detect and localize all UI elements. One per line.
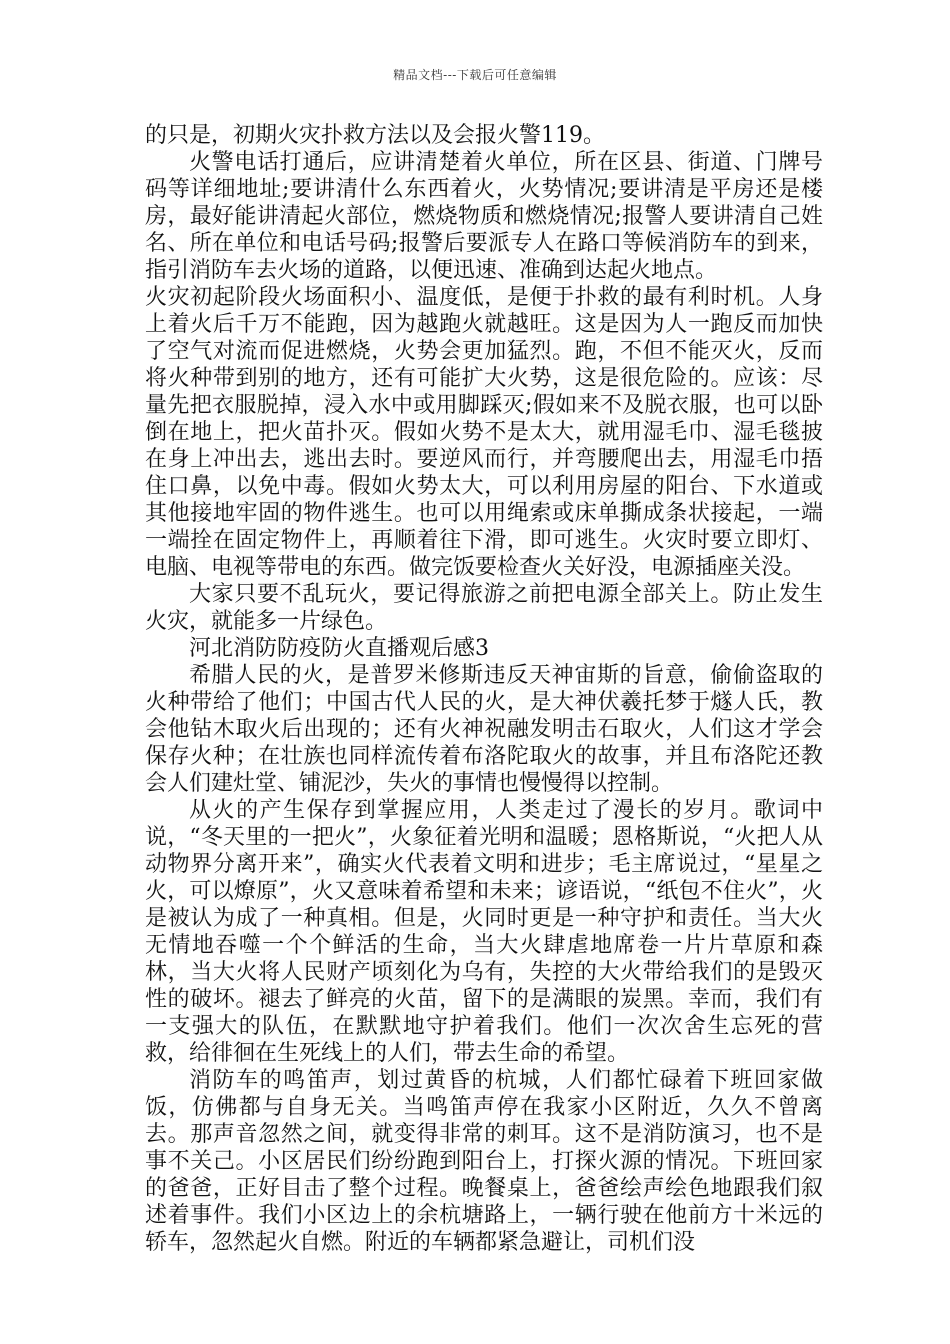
paragraph: 的只是，初期火灾扑救方法以及会报火警119。 xyxy=(145,123,605,148)
section-heading: 河北消防防疫防火直播观后感3 xyxy=(189,636,489,661)
document-body xyxy=(145,122,823,1256)
paragraph: 从火的产生保存到掌握应用，人类走过了漫长的岁月。歌词中说，“冬天里的一把火”，火象征着光明和温暖；恩格斯说，“火把人从动物界分离开来”，确实火代表着文明和进步；毛主席说过，“星星之火，可以燎原”，火又意味着希望和未来；谚语说，“纸包不住火”，火是被认为成了一种真相。但是，火同时更是一种守护和责任。当大火无情地吞噬一个个鲜活的生命，当大火肆虐地席卷一片片草原和森林，当大火将人民财产顷刻化为乌有，失控的大火带给我们的是毁灭性的破坏。褪去了鲜亮的火苗，留下的是满眼的炭黑。幸而，我们有一支强大的队伍，在默默地守护着我们。他们一次次舍生忘死的营救，给徘徊在生死线上的人们，带去生命的希望。 xyxy=(145,798,823,1066)
paragraph: 希腊人民的火，是普罗米修斯违反天神宙斯的旨意，偷偷盗取的火种带给了他们；中国古代人民的火，是大神伏羲托梦于燧人氏，教会他钻木取火后出现的；还有火神祝融发明击石取火，人们这才学会保存火种；在壮族也同样流传着布洛陀取火的故事，并且布洛陀还教会人们建灶堂、铺泥沙，失火的事情也慢慢得以控制。 xyxy=(145,663,823,796)
page-header: 精品文档---下载后可任意编辑 xyxy=(393,68,557,82)
paragraph: 火警电话打通后，应讲清楚着火单位，所在区县、街道、门牌号码等详细地址;要讲清什么东西着火，火势情况;要讲清是平房还是楼房，最好能讲清起火部位，燃烧物质和燃烧情况;报警人要讲清自己姓名、所在单位和电话号码;报警后要派专人在路口等候消防车的到来，指引消防车去火场的道路，以便迅速、准确到达起火地点。 xyxy=(145,150,823,283)
paragraph: 大家只要不乱玩火，要记得旅游之前把电源全部关上。防止发生火灾，就能多一片绿色。 xyxy=(145,582,823,634)
paragraph: 消防车的鸣笛声，划过黄昏的杭城，人们都忙碌着下班回家做饭，仿佛都与自身无关。当鸣笛声停在我家小区附近，久久不曾离去。那声音忽然之间，就变得非常的刺耳。这不是消防演习，也不是事不关己。小区居民们纷纷跑到阳台上，打探火源的情况。下班回家的爸爸，正好目击了整个过程。晚餐桌上，爸爸绘声绘色地跟我们叙述着事件。我们小区边上的余杭塘路上，一辆行驶在他前方十米远的轿车，忽然起火自燃。附近的车辆都紧急避让，司机们没 xyxy=(145,1068,823,1255)
paragraph: 火灾初起阶段火场面积小、温度低，是便于扑救的最有利时机。人身上着火后千万不能跑，因为越跑火就越旺。这是因为人一跑反而加快了空气对流而促进燃烧，火势会更加猛烈。跑，不但不能灭火，反而将火种带到别的地方，还有可能扩大火势，这是很危险的。应该：尽量先把衣服脱掉，浸入水中或用脚踩灭;假如来不及脱衣服，也可以卧倒在地上，把火苗扑灭。假如火势不是太大，就用湿毛巾、湿毛毯披在身上冲出去，逃出去时。要逆风而行，并弯腰爬出去，用湿毛巾捂住口鼻，以免中毒。假如火势太大，可以利用房屋的阳台、下水道或其他接地牢固的物件逃生。也可以用绳索或床单撕成条状接起，一端一端拴在固定物件上，再顺着往下滑，即可逃生。火灾时要立即灯、电脑、电视等带电的东西。做完饭要检查火关好没，电源插座关没。 xyxy=(145,285,823,580)
